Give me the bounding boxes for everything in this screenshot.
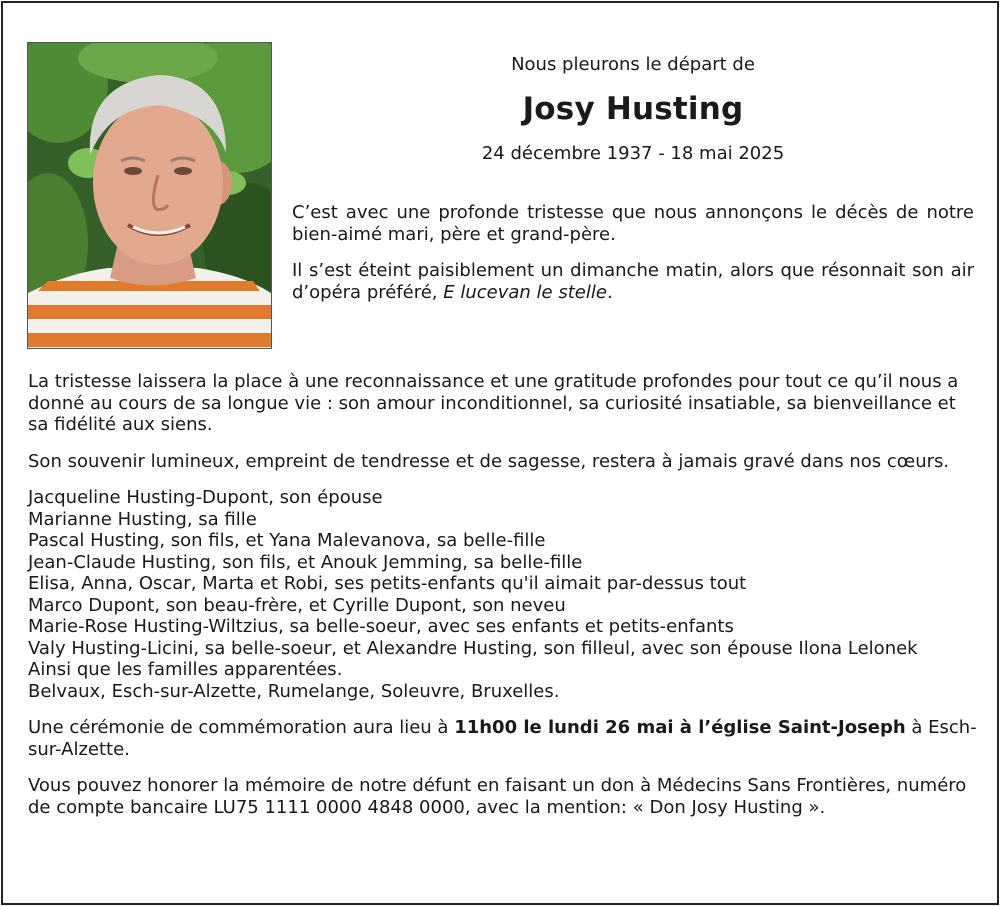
family-line: Marianne Husting, sa fille bbox=[28, 508, 257, 530]
family-line: Jean-Claude Husting, son fils, et Anouk Jemming, sa belle-fille bbox=[28, 551, 583, 573]
ceremony-location: à Esch-sur-Alzette. bbox=[28, 717, 977, 760]
gratitude-paragraph: La tristesse laissera la place à une reconnaissance et une gratitude profondes pour tout ce qu’il nous a donné au cours de sa longue vie : son amour inconditionnel, sa curiosité insatiable, sa bienveillance et sa fidélité aux siens. bbox=[28, 371, 959, 435]
announcement-paragraph: C’est avec une profonde tristesse que nous annonçons le décès de notre bien-aimé mari, père et grand-père. bbox=[292, 202, 974, 245]
family-line: Marie-Rose Husting-Wiltzius, sa belle-soeur, avec ses enfants et petits-enfants bbox=[28, 616, 734, 637]
memory-paragraph: Son souvenir lumineux, empreint de tendresse et de sagesse, restera à jamais gravé dans nos cœurs. bbox=[28, 450, 950, 472]
ceremony-time-place: 11h00 le lundi 26 mai à l’église Saint-Joseph bbox=[454, 717, 906, 738]
family-line: Belvaux, Esch-sur-Alzette, Rumelange, Soleuvre, Bruxelles. bbox=[28, 680, 560, 702]
passing-text: Il s’est éteint paisiblement un dimanche matin, alors que résonnait son air d’opéra préféré, bbox=[292, 260, 974, 303]
family-line: Elisa, Anna, Oscar, Marta et Robi, ses petits-enfants qu'il aimait par-dessus tout bbox=[28, 573, 747, 594]
family-line: Marco Dupont, son beau-frère, et Cyrille Dupont, son neveu bbox=[28, 594, 566, 616]
obituary-header bbox=[292, 53, 974, 166]
deceased-name: Josy Husting bbox=[522, 91, 744, 127]
family-line: Valy Husting-Licini, sa belle-soeur, et Alexandre Husting, son filleul, avec son épouse Ilona Lelonek bbox=[28, 637, 918, 659]
family-list bbox=[28, 487, 978, 702]
obituary-card bbox=[1, 1, 999, 905]
passing-end: . bbox=[606, 282, 613, 303]
opera-title: E lucevan le stelle bbox=[443, 282, 607, 303]
family-line: Ainsi que les familles apparentées. bbox=[28, 659, 343, 680]
portrait-photo bbox=[27, 42, 272, 349]
obituary-body bbox=[28, 371, 978, 833]
announcement-text bbox=[292, 202, 974, 318]
family-line: Pascal Husting, son fils, et Yana Malevanova, sa belle-fille bbox=[28, 530, 546, 551]
intro-line: Nous pleurons le départ de bbox=[511, 54, 755, 75]
donation-paragraph: Vous pouvez honorer la mémoire de notre défunt en faisant un don à Médecins Sans Frontières, numéro de compte bancaire LU75 1111 0000 4848 0000, avec la mention: « Don Josy Husting ». bbox=[28, 775, 967, 818]
ceremony-text: Une cérémonie de commémoration aura lieu à bbox=[28, 717, 455, 738]
ceremony-paragraph bbox=[28, 717, 978, 760]
passing-paragraph bbox=[292, 260, 974, 304]
family-line: Jacqueline Husting-Dupont, son épouse bbox=[28, 487, 383, 508]
life-dates: 24 décembre 1937 - 18 mai 2025 bbox=[481, 143, 785, 164]
